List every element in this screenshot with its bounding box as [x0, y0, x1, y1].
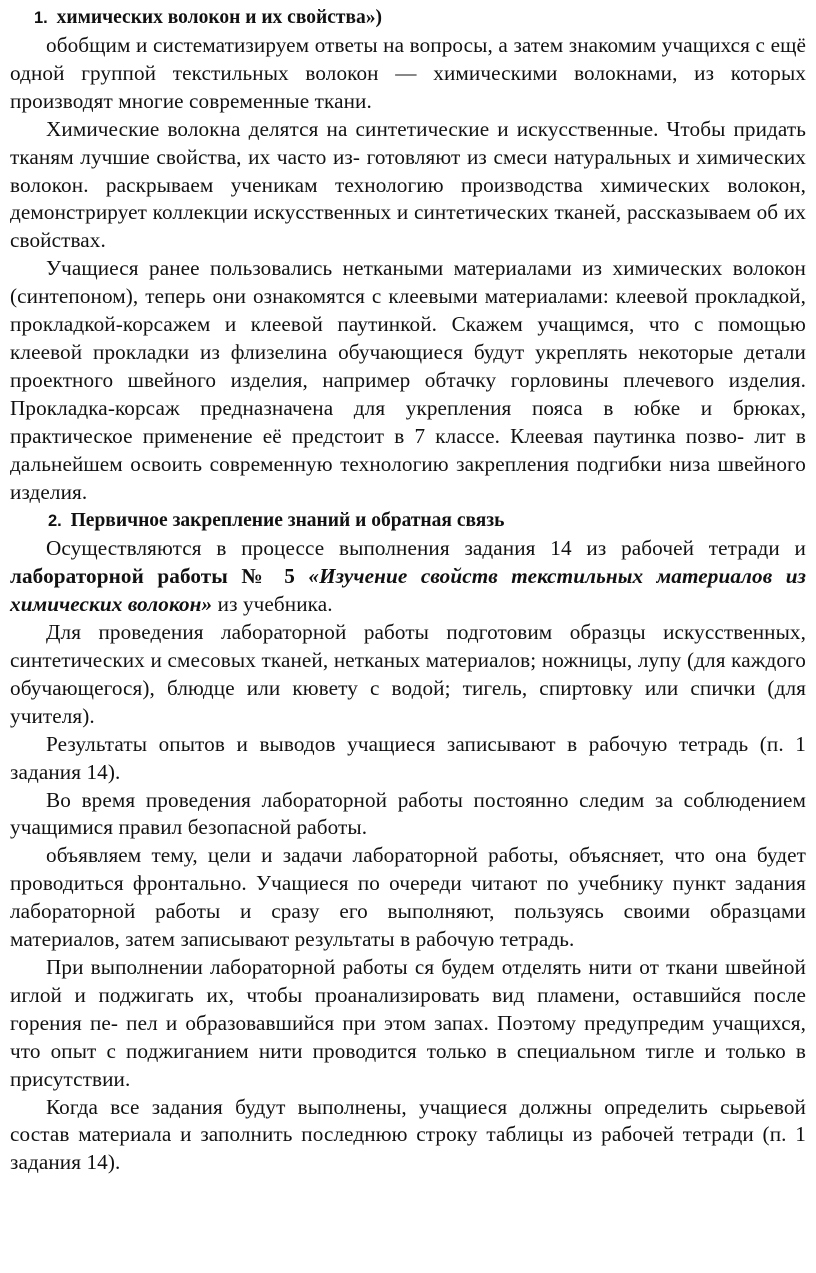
document-page [10, 4, 806, 1177]
section-2-number: 2. [48, 512, 62, 531]
section-2-title: Первичное закрепление знаний и обратная связь [70, 510, 505, 532]
paragraph: Когда все задания будут выполнены, учащиеся должны определить сырьевой состав материала и заполнить последнюю строку таблицы из рабочей тетради (п. 1 задания 14). [10, 1094, 806, 1175]
section-1-title: химических волокон и их свойства») [56, 7, 382, 28]
lab-work-topic: «Изучение свойств текстильных материалов из химических волокон» [10, 564, 806, 617]
paragraph: При выполнении лабораторной работы ся будем отделять нити от ткани швейной иглой и поджигать их, чтобы проанализировать вид пламени, оставшийся после горения пе- пел и образовавшийся при этом запах. Поэтому предупредим учащихся, что опыт с поджиганием нити проводится только в специальном тигле и только в присутствии. [10, 955, 806, 1091]
section-1-number: 1. [34, 9, 48, 27]
paragraph: объявляем тему, цели и задачи лабораторной работы, объясняет, что она будет проводиться фронтально. Учащиеся по очереди читают по учебнику пункт задания лабораторной работы и сразу его выполняют, пользуясь своими образцами материалов, затем записывают результаты в рабочую тетрадь. [10, 843, 806, 952]
intro-text: Осуществляются в процессе выполнения задания 14 из рабочей тетради и [46, 536, 806, 561]
paragraph: обобщим и систематизируем ответы на вопросы, а затем знакомим учащихся с ещё одной группой текстильных волокон — химическими волокнами, из которых производят многие современные ткани. [10, 33, 806, 113]
lab-work-title: лабораторной работы № 5 [10, 564, 295, 589]
section-2-heading [10, 507, 806, 535]
paragraph: Химические волокна делятся на синтетические и искусственные. Чтобы придать тканям лучшие свойства, их часто из- готовляют из смеси натуральных и химических волокон. раскрываем ученикам технологию производства химических волокон, демонстрирует коллекции искусственных и синтетических тканей, рассказываем об их свойствах. [10, 116, 806, 253]
intro-space [295, 564, 308, 588]
paragraph: Во время проведения лабораторной работы постоянно следим за соблюдением учащимися правил безопасной работы. [10, 787, 806, 840]
paragraph-intro [10, 535, 806, 619]
paragraph: Результаты опытов и выводов учащиеся записывают в рабочую тетрадь (п. 1 задания 14). [10, 731, 806, 784]
paragraph: Для проведения лабораторной работы подготовим образцы искусственных, синтетических и смесовых тканей, нетканых материалов; ножницы, лупу (для каждого обучающегося), блюдце или кювету с водой; тигель, спиртовку или спички (для учителя). [10, 620, 806, 728]
intro-text-end: из учебника. [212, 592, 333, 617]
paragraph: Учащиеся ранее пользовались неткаными материалами из химических волокон (синтепоном), теперь они ознакомятся с клеевыми материалами: клеевой прокладкой, прокладкой-корсажем и клеевой паутинкой. Скажем учащимся, что с помощью клеевой прокладки из флизелина обучающиеся будут укреплять некоторые детали проектного швейного изделия, например обтачку горловины плечевого изделия. Прокладка-корсаж предназначена для укрепления пояса в юбке и брюках, практическое применение её предстоит в 7 классе. Клеевая паутинка позво- лит в дальнейшем освоить современную технологию закрепления подгибки низа швейного изделия. [10, 256, 806, 504]
section-1-heading [10, 4, 806, 32]
